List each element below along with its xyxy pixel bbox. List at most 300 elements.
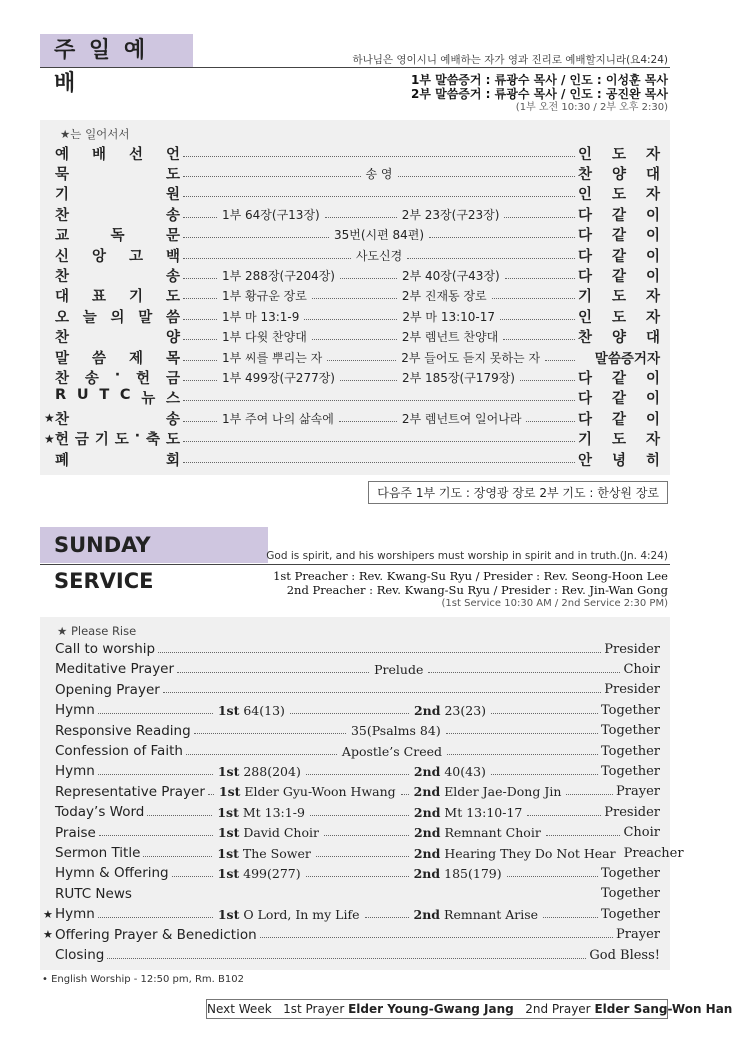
korean-item-person: [578, 306, 660, 327]
dotted-leader: [407, 258, 575, 259]
english-part1-label: 1st: [217, 906, 240, 922]
korean-item-name-char: 고: [128, 248, 143, 265]
korean-item-person-char: 양: [611, 330, 626, 347]
korean-item-person-char: 안: [578, 452, 593, 469]
korean-item-person: [578, 224, 660, 245]
korean-item-name: [55, 387, 180, 408]
next-week-label: Next Week: [207, 1002, 272, 1016]
korean-item-person-char: 같: [611, 248, 626, 265]
dotted-leader: [339, 421, 397, 422]
korean-item-name-char: C: [119, 387, 131, 404]
dotted-leader: [327, 360, 396, 361]
english-item-person: Choir: [623, 825, 660, 841]
dotted-leader: [183, 278, 217, 279]
next-week-first-name: Elder Young-Gwang Jang: [348, 1002, 514, 1016]
dotted-leader: [520, 380, 575, 381]
korean-preacher-1: 1부 말씀증거 : 류광수 목사 / 인도 : 이성훈 목사: [411, 73, 668, 87]
korean-item-name-char: 씀: [165, 309, 180, 326]
korean-item-person-char: 이: [645, 248, 660, 265]
dotted-leader: [183, 462, 575, 463]
korean-item-person-char: 같: [611, 207, 626, 224]
english-part2-label: 2nd: [413, 702, 441, 718]
english-part1-detail: Elder Gyu-Woon Hwang: [244, 784, 396, 800]
korean-item-person-char: 찬: [578, 330, 593, 347]
english-item-person: Together: [600, 763, 660, 779]
korean-item-person: [578, 245, 660, 266]
korean-item-name-char: 회: [165, 452, 180, 469]
korean-part2-detail: 2부 렘넌트 찬양대: [401, 330, 499, 345]
korean-item-name-char: 도: [165, 166, 180, 183]
dotted-leader: [163, 692, 601, 693]
english-part1: [216, 703, 287, 718]
dotted-leader: [183, 400, 575, 401]
dotted-leader: [546, 835, 621, 836]
korean-item-person-char: 도: [611, 289, 626, 306]
korean-item-person-char: 인: [578, 146, 593, 163]
korean-preacher-info: [411, 73, 668, 115]
korean-item-person-char: 다: [578, 370, 593, 387]
korean-item-name-char: 스: [165, 391, 180, 408]
english-worship-note: • English Worship - 12:50 pm, Rm. B102: [42, 974, 244, 985]
korean-item-name-char: 송: [165, 411, 180, 428]
english-preacher-info: [273, 569, 668, 611]
dotted-leader: [505, 278, 575, 279]
dotted-leader: [365, 917, 409, 918]
korean-item-name: [55, 367, 180, 388]
next-week-second-label: 2nd Prayer: [525, 1002, 591, 1016]
dotted-leader: [500, 319, 575, 320]
korean-order-row: [55, 368, 660, 386]
english-order-row: [55, 824, 660, 842]
korean-item-name: [55, 428, 180, 449]
english-order-row: [55, 946, 660, 964]
dotted-leader: [447, 754, 598, 755]
korean-item-name: [55, 224, 180, 245]
korean-item-name-char: 헌: [136, 370, 151, 387]
korean-item-person-char: 자: [645, 432, 660, 449]
korean-item-name-char: 독: [110, 228, 125, 245]
dotted-leader: [177, 672, 369, 673]
english-order-row: [55, 701, 660, 719]
dotted-leader: [492, 298, 575, 299]
korean-item-name: [55, 306, 180, 327]
english-part2-label: 2nd: [413, 906, 441, 922]
english-header-rule: [40, 564, 670, 565]
english-item-name: Responsive Reading: [55, 722, 191, 739]
korean-item-name-char: ·: [134, 428, 141, 445]
korean-order-row: [55, 328, 660, 346]
korean-item-person-char: 도: [611, 432, 626, 449]
korean-item-person-char: 같: [611, 411, 626, 428]
korean-item-name-char: 양: [165, 330, 180, 347]
korean-item-person: [578, 408, 660, 429]
star-icon: ★: [44, 431, 55, 446]
korean-item-name: [55, 143, 180, 164]
korean-item-name: [55, 163, 180, 184]
korean-item-person-char: 다: [578, 391, 593, 408]
korean-item-person-char: 다: [578, 248, 593, 265]
english-part2-label: 2nd: [413, 763, 441, 779]
dotted-leader: [566, 794, 613, 795]
english-item-person: Prayer: [616, 784, 660, 800]
english-part1-detail: O Lord, In my Life: [243, 906, 360, 922]
english-item-person: Presider: [604, 641, 660, 657]
korean-part1-detail: 1부 499장(구277장): [222, 370, 335, 385]
korean-item-name-char: 도: [114, 432, 129, 449]
english-item-detail: Prelude: [374, 661, 424, 677]
english-order-row: [43, 926, 660, 944]
dotted-leader: [310, 815, 409, 816]
korean-part1-detail: 1부 마 13:1-9: [222, 309, 300, 324]
english-item-detail: 35(Psalms 84): [350, 723, 441, 739]
english-part2-detail: Remnant Choir: [444, 825, 541, 841]
english-part2-detail: Elder Jae-Dong Jin: [444, 784, 562, 800]
dotted-leader: [183, 421, 217, 422]
korean-item-name-char: 송: [165, 268, 180, 285]
star-icon: ★: [44, 411, 55, 426]
english-part1: [217, 784, 398, 799]
korean-item-person-char: 인: [578, 187, 593, 204]
korean-item-name-char: 말: [138, 309, 153, 326]
english-part1-label: 1st: [217, 825, 240, 841]
korean-item-name: [55, 347, 180, 368]
english-part1: [215, 846, 312, 861]
english-part2: [412, 866, 504, 881]
english-item-name: RUTC News: [55, 885, 132, 902]
dotted-leader: [324, 835, 409, 836]
english-order-row: [55, 681, 660, 699]
korean-header-rule: [40, 67, 670, 68]
english-order-row: [55, 844, 684, 862]
korean-item-name-char: 백: [165, 248, 180, 265]
korean-item-person-char: 다: [578, 207, 593, 224]
korean-item-person: [578, 143, 660, 164]
dotted-leader: [172, 876, 213, 877]
korean-item-person: [578, 326, 660, 347]
korean-item-name-char: 예: [55, 146, 70, 163]
korean-item-name-char: 기: [94, 432, 109, 449]
korean-title: 주 일 예 배: [40, 34, 193, 67]
english-rise-note: ★ Please Rise: [57, 624, 137, 638]
korean-item-detail: 송 영: [365, 166, 393, 181]
english-part2-label: 2nd: [413, 845, 441, 861]
korean-item-name-char: 묵: [55, 166, 70, 183]
korean-order-row: [55, 164, 660, 182]
korean-order-row: [55, 307, 660, 325]
korean-item-person-char: 이: [645, 268, 660, 285]
dotted-leader: [428, 672, 620, 673]
korean-next-week: 다음주 1부 기도 : 장영광 장로 2부 기도 : 한상원 장로: [368, 481, 668, 504]
english-order-row: [55, 722, 660, 740]
korean-item-person-char: 이: [645, 207, 660, 224]
dotted-leader: [183, 339, 217, 340]
dotted-leader: [290, 713, 409, 714]
korean-item-name-char: 찬: [55, 268, 70, 285]
korean-part1-detail: 1부 64장(구13장): [222, 207, 320, 222]
next-week-first-label: 1st Prayer: [283, 1002, 345, 1016]
english-preacher-2: 2nd Preacher : Rev. Kwang-Su Ryu / Presider : Rev. Jin-Wan Gong: [286, 583, 668, 597]
english-item-person: Together: [600, 702, 660, 718]
korean-item-name-char: 도: [165, 289, 180, 306]
english-item-name: Hymn: [55, 702, 95, 719]
korean-item-person-char: 도: [611, 309, 626, 326]
english-order-row: [43, 905, 660, 923]
english-part2-detail: Remnant Arise: [444, 906, 539, 922]
dotted-leader: [98, 917, 213, 918]
korean-item-person-char: 양: [611, 166, 626, 183]
korean-item-person-char: 자: [645, 146, 660, 163]
korean-item-name: [55, 265, 180, 286]
dotted-leader: [304, 319, 397, 320]
korean-order-row: [55, 348, 660, 366]
korean-item-name-char: 언: [165, 146, 180, 163]
korean-part2-detail: 2부 진재동 장로: [401, 289, 487, 304]
english-item-person: God Bless!: [589, 947, 660, 963]
dotted-leader: [186, 754, 337, 755]
korean-order-row: [55, 450, 660, 468]
english-part2-label: 2nd: [413, 865, 441, 881]
korean-order-row: [55, 226, 660, 244]
korean-item-person-char: 같: [611, 268, 626, 285]
korean-item-person-char: 이: [645, 411, 660, 428]
dotted-leader: [99, 835, 213, 836]
english-part1: [216, 907, 362, 922]
korean-preacher-2: 2부 말씀증거 : 류광수 목사 / 인도 : 공진완 목사: [411, 87, 668, 101]
dotted-leader: [183, 196, 575, 197]
dotted-leader: [147, 815, 212, 816]
english-next-week: [206, 999, 732, 1019]
korean-item-detail: 35번(시편 84편): [333, 228, 425, 243]
korean-part2-detail: 2부 렘넌트여 일어나라: [401, 411, 522, 426]
korean-item-name-char: 목: [165, 350, 180, 367]
dotted-leader: [527, 815, 601, 816]
dotted-leader: [183, 298, 217, 299]
korean-item-person-char: 대: [645, 166, 660, 183]
english-part1-detail: 64(13): [243, 702, 285, 718]
english-item-name: Call to worship: [55, 641, 156, 657]
english-part1-detail: 288(204): [243, 763, 301, 779]
korean-item-person: [578, 428, 660, 449]
korean-part1-detail: 1부 씨를 뿌리는 자: [222, 350, 323, 365]
korean-service-times: (1부 오전 10:30 / 2부 오후 2:30): [515, 102, 668, 113]
english-part2-label: 2nd: [413, 784, 441, 800]
korean-item-person: [578, 204, 660, 225]
korean-item-name-char: 의: [110, 309, 125, 326]
korean-part2-detail: 2부 마 13:10-17: [402, 309, 496, 324]
english-order-row: [55, 803, 660, 821]
dotted-leader: [306, 774, 409, 775]
english-item-name: Representative Prayer: [55, 783, 205, 800]
korean-item-name: [55, 245, 180, 266]
dotted-leader: [194, 733, 346, 734]
dotted-leader: [183, 237, 329, 238]
korean-item-name-char: 씀: [91, 350, 106, 367]
english-part2-label: 2nd: [413, 804, 441, 820]
korean-item-name-char: U: [76, 387, 89, 404]
korean-item-person-char: 인: [578, 309, 593, 326]
english-item-name: Opening Prayer: [55, 681, 160, 698]
english-item-name: Hymn: [55, 763, 95, 780]
korean-verse: 하나님은 영이시니 예배하는 자가 영과 진리로 예배할지니라(요4:24): [352, 54, 668, 66]
english-item-person: Together: [600, 886, 660, 902]
korean-item-name-char: 교: [55, 228, 70, 245]
korean-item-person-char: 이: [645, 391, 660, 408]
korean-item-person-char: 같: [611, 391, 626, 408]
korean-part2-detail: 2부 들어도 듣지 못하는 자: [401, 350, 541, 365]
dotted-leader: [401, 794, 409, 795]
star-icon: ★: [43, 907, 53, 921]
korean-part1-detail: 1부 288장(구204장): [222, 268, 335, 283]
korean-part1-detail: 1부 주여 나의 삶속에: [222, 411, 334, 426]
korean-item-person-char: 히: [645, 452, 660, 469]
english-part1-label: 1st: [217, 763, 240, 779]
korean-item-name: [55, 183, 180, 204]
korean-item-name-char: 송: [84, 370, 99, 387]
korean-item-person-char: 녕: [611, 452, 626, 469]
english-part1-label: 1st: [218, 784, 241, 800]
dotted-leader: [158, 652, 601, 653]
english-part1: [215, 805, 307, 820]
english-item-name: Closing: [55, 947, 105, 963]
dotted-leader: [183, 258, 351, 259]
english-part2: [412, 784, 564, 799]
english-part2-label: 2nd: [413, 825, 441, 841]
dotted-leader: [208, 794, 214, 795]
dotted-leader: [491, 774, 598, 775]
korean-item-name-char: 신: [55, 248, 70, 265]
english-part1: [216, 825, 321, 840]
korean-item-person-char: 기: [578, 289, 593, 306]
dotted-leader: [183, 156, 575, 157]
korean-item-name: [55, 449, 180, 470]
english-order-row: [55, 885, 660, 903]
english-part1-label: 1st: [217, 845, 239, 861]
korean-item-name-char: 원: [165, 187, 180, 204]
korean-item-person-char: 찬: [578, 166, 593, 183]
korean-item-name-char: T: [99, 387, 110, 404]
english-order-row: [55, 762, 660, 780]
korean-item-name-char: 앙: [91, 248, 106, 265]
korean-item-name-char: ·: [114, 366, 121, 383]
dotted-leader: [446, 733, 598, 734]
english-order-row: [55, 742, 660, 760]
dotted-leader: [545, 360, 575, 361]
korean-item-name-char: 축: [146, 432, 161, 449]
dotted-leader: [507, 876, 598, 877]
english-item-person: Together: [600, 865, 660, 881]
korean-item-person-char: 자: [645, 289, 660, 306]
english-part1: [216, 764, 303, 779]
korean-item-person-char: 이: [645, 228, 660, 245]
next-week-second-name: Elder Sang-Won Han: [594, 1002, 732, 1016]
korean-item-person: [578, 183, 660, 204]
korean-item-name-char: 헌: [55, 432, 70, 449]
korean-item-person-char: 같: [611, 370, 626, 387]
dotted-leader: [183, 319, 217, 320]
english-order-row: [55, 864, 660, 882]
korean-item-person-text: 말씀증거자: [594, 351, 660, 367]
korean-item-person: [578, 347, 660, 367]
dotted-leader: [183, 380, 217, 381]
korean-rise-note: ★는 일어서서: [60, 127, 130, 141]
english-item-name: Praise: [55, 824, 96, 841]
english-part1-detail: The Sower: [242, 845, 311, 861]
dotted-leader: [306, 876, 409, 877]
english-item-name: Meditative Prayer: [55, 661, 175, 678]
korean-item-name-char: 배: [91, 146, 106, 163]
korean-item-name-char: 찬: [55, 411, 70, 428]
english-part1-label: 1st: [217, 702, 240, 718]
korean-item-name: [55, 204, 180, 225]
english-part2-detail: 40(43): [444, 763, 486, 779]
korean-item-name: [55, 285, 180, 306]
korean-item-person-char: 다: [578, 228, 593, 245]
english-title: SUNDAY SERVICE: [40, 527, 268, 563]
english-order-row: [55, 660, 660, 678]
korean-item-name: [55, 326, 180, 347]
korean-item-name-char: 도: [165, 432, 180, 449]
korean-item-name-char: 늘: [82, 309, 97, 326]
korean-item-person-char: 대: [645, 330, 660, 347]
english-item-person: Prayer: [616, 927, 660, 943]
korean-item-detail: 사도신경: [355, 248, 403, 263]
korean-order-row: [44, 428, 660, 449]
korean-item-name-char: 뉴: [141, 391, 156, 408]
korean-item-name-char: 금: [74, 432, 89, 449]
dotted-leader: [312, 339, 397, 340]
english-part2: [412, 907, 541, 922]
dotted-leader: [98, 774, 213, 775]
korean-part1-detail: 1부 황규운 장로: [222, 289, 307, 304]
korean-item-person-char: 도: [611, 146, 626, 163]
english-part2: [412, 825, 543, 840]
english-part1-detail: Mt 13:1-9: [242, 804, 305, 820]
korean-item-person-char: 자: [645, 309, 660, 326]
korean-item-person: [578, 163, 660, 184]
english-part1-label: 1st: [217, 865, 240, 881]
star-icon: ★: [43, 928, 53, 942]
dotted-leader: [183, 217, 217, 218]
dotted-leader: [340, 380, 397, 381]
korean-item-person-char: 자: [645, 187, 660, 204]
english-verse: God is spirit, and his worshipers must worship in spirit and in truth.(Jn. 4:24): [266, 550, 668, 562]
english-part2: [412, 846, 618, 861]
english-item-person: Together: [600, 906, 660, 922]
english-item-person: Preacher: [623, 845, 684, 861]
korean-item-name-char: 금: [165, 370, 180, 387]
korean-item-name-char: 찬: [55, 330, 70, 347]
korean-item-name-char: 문: [165, 228, 180, 245]
korean-item-name-char: 송: [165, 207, 180, 224]
korean-item-name-char: 표: [91, 289, 106, 306]
korean-item-person: [578, 265, 660, 286]
korean-part2-detail: 2부 40장(구43장): [402, 268, 500, 283]
english-item-detail: Apostle’s Creed: [341, 743, 443, 759]
korean-item-name-char: 폐: [55, 452, 70, 469]
korean-item-person: [578, 285, 660, 306]
english-preacher-1: 1st Preacher : Rev. Kwang-Su Ryu / Presider : Rev. Seong-Hoon Lee: [273, 569, 668, 583]
korean-item-name-char: 찬: [55, 370, 70, 387]
english-part2-detail: Mt 13:10-17: [444, 804, 523, 820]
korean-item-name-char: 기: [128, 289, 143, 306]
dotted-leader: [183, 441, 575, 442]
dotted-leader: [143, 856, 212, 857]
korean-item-name-char: 제: [128, 350, 143, 367]
dotted-leader: [503, 339, 575, 340]
english-part2-detail: 23(23): [444, 702, 487, 718]
dotted-leader: [429, 237, 575, 238]
english-part1: [216, 866, 303, 881]
